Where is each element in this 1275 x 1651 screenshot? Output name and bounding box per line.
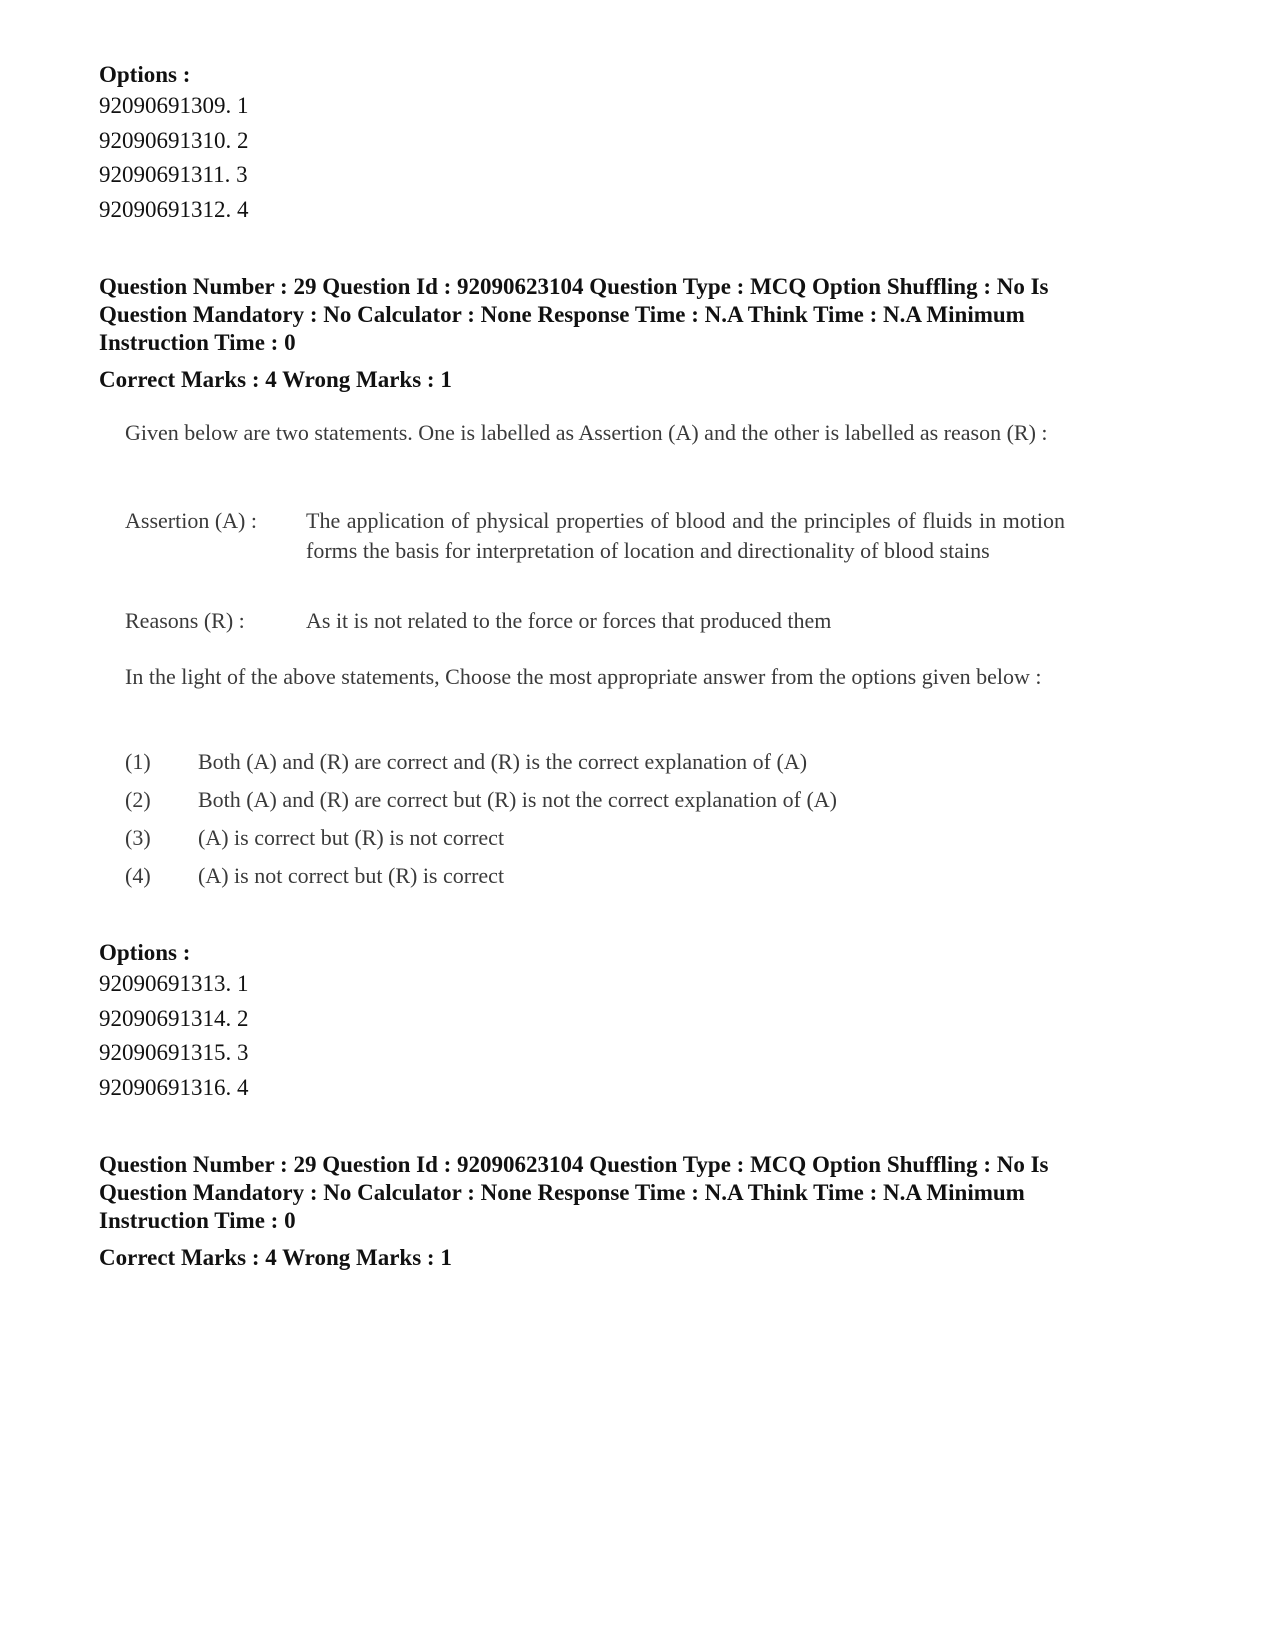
- question-meta-line: Instruction Time : 0: [99, 1208, 296, 1233]
- question-intro: Given below are two statements. One is labelled as Assertion (A) and the other is labelled as reason (R) :: [125, 420, 1048, 445]
- question-meta-line: Question Mandatory : No Calculator : None Response Time : N.A Think Time : N.A Minimum: [99, 302, 1025, 327]
- choice-text: (A) is correct but (R) is not correct: [198, 825, 505, 850]
- question-meta: [99, 1151, 1179, 1235]
- assertion-label: Assertion (A) :: [125, 508, 257, 533]
- reason-text: As it is not related to the force or forces that produced them: [306, 608, 832, 633]
- choice-text: Both (A) and (R) are correct and (R) is the correct explanation of (A): [198, 749, 808, 774]
- options-list: [99, 967, 1179, 1105]
- reason-label: Reasons (R) :: [125, 608, 245, 633]
- answer-choice: [125, 861, 1065, 891]
- assertion-text: The application of physical properties of blood and the principles of fluids in motion forms the basis for interpretation of location and directionality of blood stains: [306, 508, 1065, 563]
- choice-text: Both (A) and (R) are correct but (R) is not the correct explanation of (A): [198, 787, 837, 812]
- question-meta-line: Question Number : 29 Question Id : 92090623104 Question Type : MCQ Option Shuffling : No Is: [99, 274, 1049, 299]
- option-item: 92090691312. 4: [99, 196, 249, 222]
- choice-number: (4): [125, 863, 151, 888]
- choice-number: (2): [125, 787, 151, 812]
- assertion-statement: [125, 506, 1065, 566]
- answer-choice: [125, 823, 1065, 853]
- option-item: 92090691315. 3: [99, 1040, 249, 1065]
- question-marks: Correct Marks : 4 Wrong Marks : 1: [99, 367, 452, 392]
- question-meta-line: Instruction Time : 0: [99, 330, 296, 355]
- options-list: [99, 89, 1179, 227]
- question-meta: [99, 273, 1179, 357]
- choice-number: (1): [125, 749, 151, 774]
- question-marks: Correct Marks : 4 Wrong Marks : 1: [99, 1245, 452, 1270]
- option-item: 92090691313. 1: [99, 971, 249, 996]
- option-item: 92090691314. 2: [99, 1005, 249, 1031]
- option-item: 92090691316. 4: [99, 1074, 249, 1100]
- option-item: 92090691310. 2: [99, 127, 249, 153]
- options-heading: Options :: [99, 940, 191, 965]
- question-meta-line: Question Mandatory : No Calculator : None Response Time : N.A Think Time : N.A Minimum: [99, 1180, 1025, 1205]
- choice-text: (A) is not correct but (R) is correct: [198, 863, 505, 888]
- question-meta-line: Question Number : 29 Question Id : 92090623104 Question Type : MCQ Option Shuffling : No Is: [99, 1152, 1049, 1177]
- options-heading: Options :: [99, 62, 191, 87]
- answer-choice: [125, 785, 1065, 815]
- question-prompt: In the light of the above statements, Choose the most appropriate answer from the options given below :: [125, 664, 1042, 689]
- choice-number: (3): [125, 825, 151, 850]
- reason-statement: [125, 606, 1065, 636]
- option-item: 92090691309. 1: [99, 93, 249, 118]
- option-item: 92090691311. 3: [99, 162, 248, 187]
- answer-choice: [125, 747, 1065, 777]
